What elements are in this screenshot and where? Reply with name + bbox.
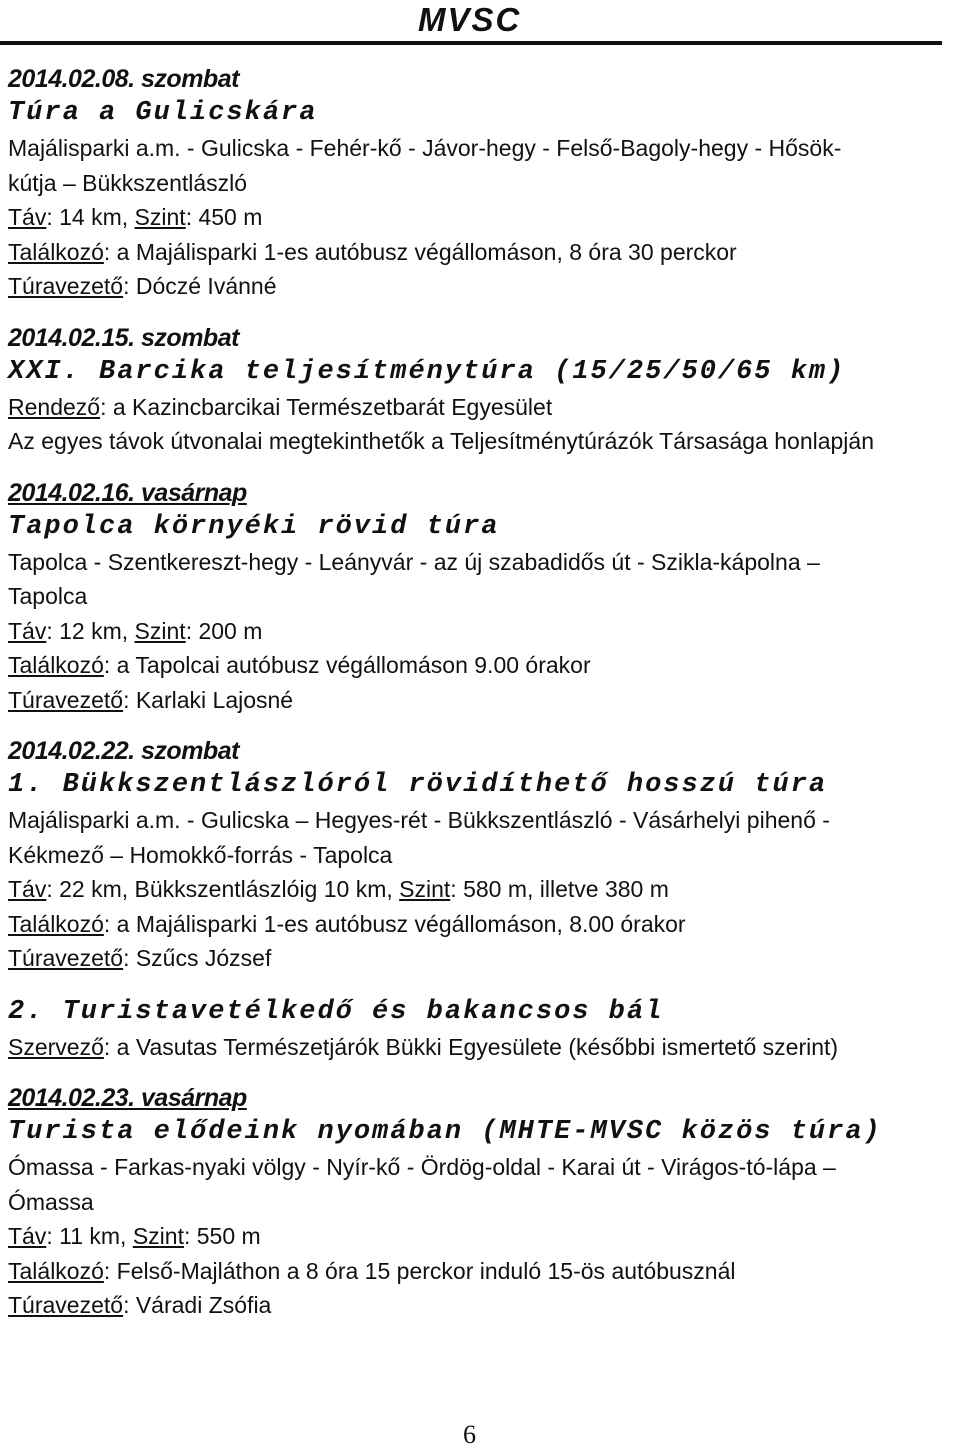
leader-line: Túravezető: Váradi Zsófia	[8, 1292, 272, 1318]
entry-subtitle: 2. Turistavetélkedő és bakancsos bál	[8, 996, 664, 1027]
entry-date: 2014.02.15. szombat	[8, 323, 239, 352]
distance-line: Táv: 22 km, Bükkszentlászlóig 10 km, Szint: 580 m, illetve 380 m	[8, 876, 669, 902]
entry-date: 2014.02.22. szombat	[8, 737, 239, 765]
distance-line: Táv: 14 km, Szint: 450 m	[8, 204, 263, 230]
route-line: Majálisparki a.m. - Gulicska - Fehér-kő - Jávor-hegy - Felső-Bagoly-hegy - Hősök-	[8, 135, 842, 161]
entry-title: Túra a Gulicskára	[8, 98, 318, 128]
leader-line: Túravezető: Dóczé Ivánné	[8, 273, 277, 299]
schedule-content	[8, 63, 954, 1341]
leader-line: Túravezető: Karlaki Lajosné	[8, 686, 294, 713]
route-line: Kékmező – Homokkő-forrás - Tapolca	[8, 841, 393, 868]
distance-line: Táv: 12 km, Szint: 200 m	[8, 617, 263, 644]
entry-date: 2014.02.16. vasárnap	[8, 478, 247, 507]
schedule-entry	[8, 63, 954, 304]
meeting-line: Találkozó: a Tapolcai autóbusz végállomáson 9.00 órakor	[8, 652, 591, 678]
schedule-entry	[8, 1082, 954, 1323]
route-line: Majálisparki a.m. - Gulicska – Hegyes-rét - Bükkszentlászló - Vásárhelyi pihenő -	[8, 807, 830, 833]
meeting-line: Találkozó: a Majálisparki 1-es autóbusz végállomáson, 8 óra 30 perckor	[8, 238, 737, 265]
schedule-entry	[8, 735, 954, 1064]
route-line: Tapolca - Szentkereszt-hegy - Leányvár - az új szabadidős út - Szikla-kápolna –	[8, 548, 820, 575]
entry-title: Tapolca környéki rövid túra	[8, 511, 500, 542]
distance-line: Táv: 11 km, Szint: 550 m	[8, 1223, 261, 1249]
leader-line: Túravezető: Szűcs József	[8, 945, 272, 971]
schedule-entry	[8, 322, 954, 459]
page-header-title: MVSC	[418, 1, 522, 38]
route-line: kútja – Bükkszentlászló	[8, 169, 248, 196]
page-number: 6	[463, 1420, 476, 1449]
entry-title: 1. Bükkszentlászlóról rövidíthető hosszú túra	[8, 770, 828, 800]
meeting-line: Találkozó: Felső-Majláthon a 8 óra 15 perckor induló 15-ös autóbusznál	[8, 1257, 736, 1284]
route-line: Ómassa	[8, 1188, 94, 1215]
entry-date: 2014.02.23. vasárnap	[8, 1084, 247, 1112]
entry-title: Turista elődeink nyomában (MHTE-MVSC közös túra)	[8, 1117, 882, 1147]
entry-date: 2014.02.08. szombat	[8, 65, 239, 93]
route-line: Ómassa - Farkas-nyaki völgy - Nyír-kő - Ördög-oldal - Karai út - Virágos-tó-lápa –	[8, 1154, 836, 1180]
entry-title: XXI. Barcika teljesítménytúra (15/25/50/65 km)	[8, 356, 846, 387]
organizer-line: Rendező: a Kazincbarcikai Természetbarát Egyesület	[8, 393, 553, 420]
meeting-line: Találkozó: a Majálisparki 1-es autóbusz végállomáson, 8.00 órakor	[8, 910, 686, 937]
info-line: Az egyes távok útvonalai megtekinthetők a Teljesítménytúrázók Társasága honlapján	[8, 428, 874, 454]
organizer-line: Szervező: a Vasutas Természetjárók Bükki Egyesülete (későbbi ismertető szerint)	[8, 1033, 839, 1060]
route-line: Tapolca	[8, 583, 88, 609]
schedule-entry	[8, 477, 954, 718]
header-rule	[0, 41, 942, 45]
